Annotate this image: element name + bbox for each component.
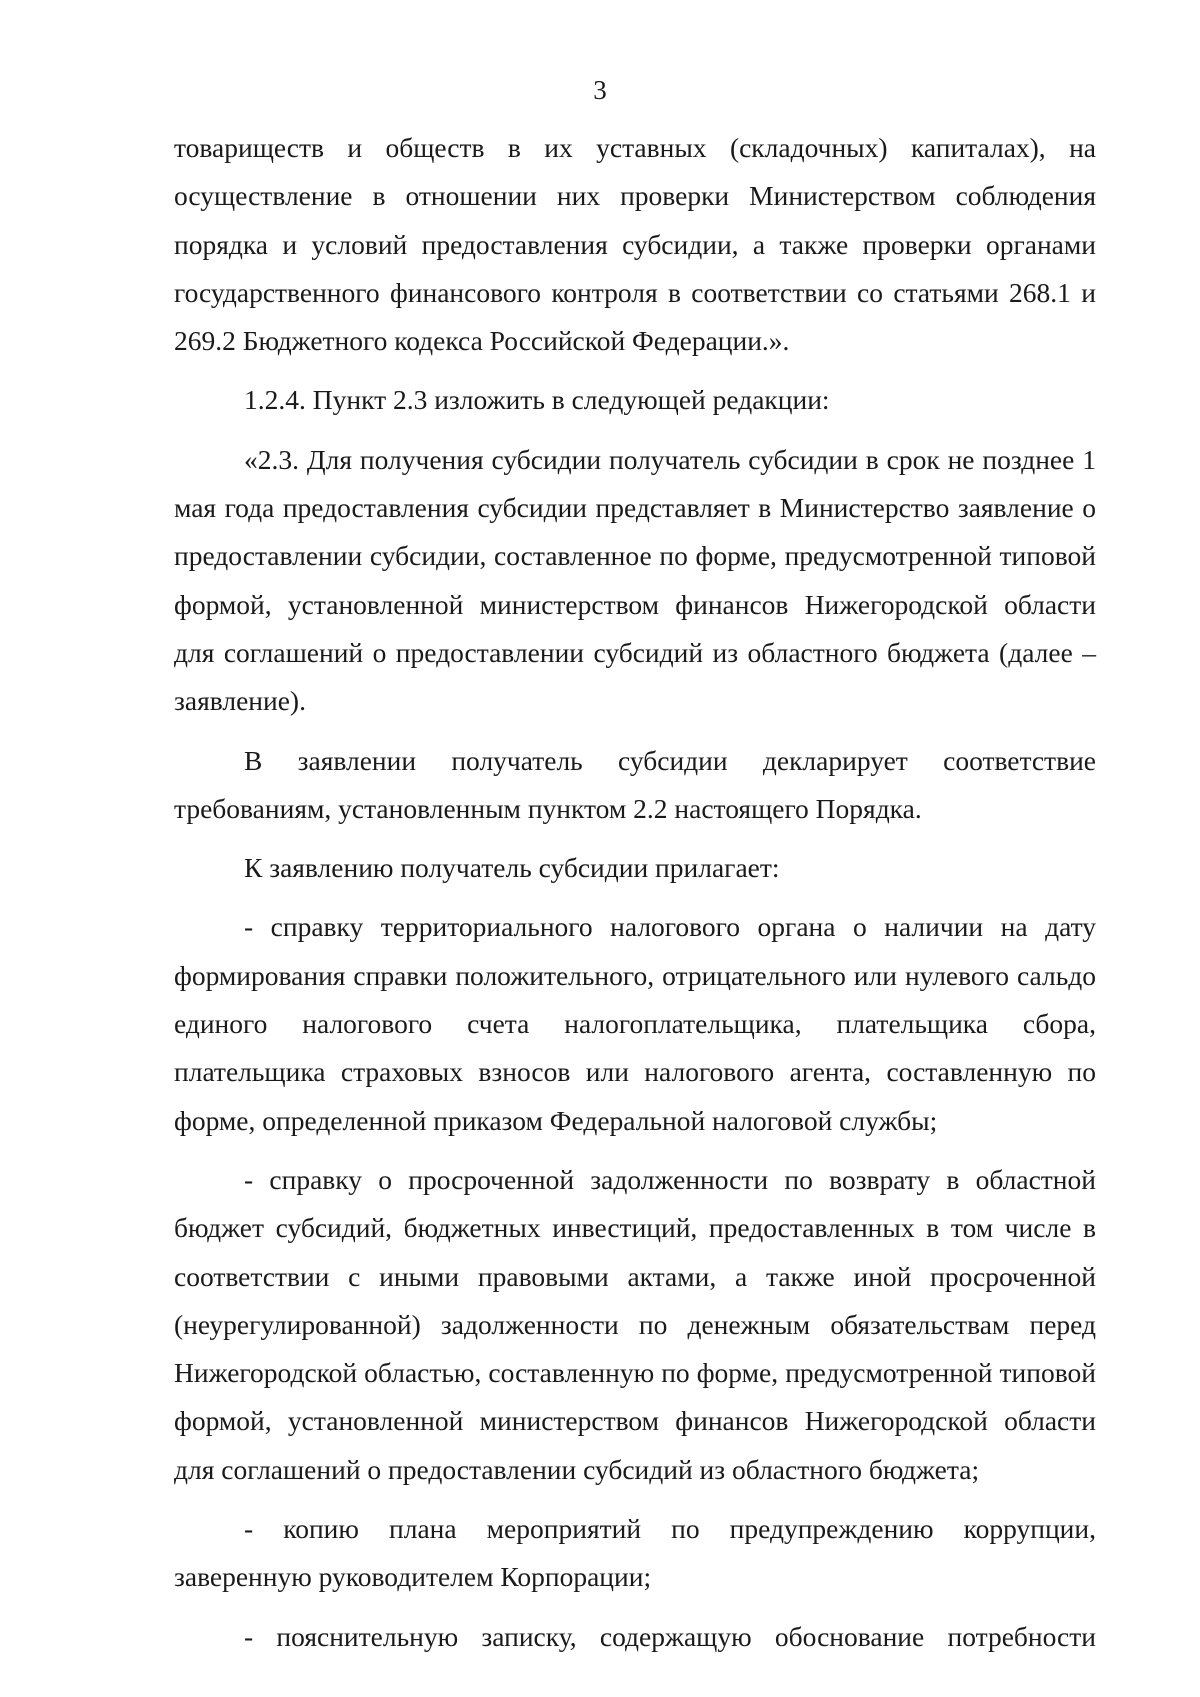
list-item-explanatory-note: - пояснительную записку, содержащую обоснование потребности xyxy=(244,1620,1096,1652)
paragraph-item-1-2-4: 1.2.4. Пункт 2.3 изложить в следующей редакции: xyxy=(244,384,830,416)
paragraph-continuation: товариществ и обществ в их уставных (складочных) капиталах), на осуществление в отношении них проверки Министерством соблюдения порядка и условий предоставления субсидии, а также проверки органами государственного финансового контроля в соответствии со статьями 268.1 и 269.2 Бюджетного кодекса Российской Федерации.». xyxy=(174,132,1096,357)
list-item-debt-certificate: - справку о просроченной задолженности по возврату в областной бюджет субсидий, бюджетных инвестиций, предоставленных в том числе в соответствии с иными правовыми актами, а также иной просроченной (неурегулированной) задолженности по денежным обязательствам перед Нижегородской областью, составленную по форме, предусмотренной типовой формой, установленной министерством финансов Нижегородской области для соглашений о предоставлении субсидий из областного бюджета; xyxy=(174,1163,1096,1485)
paragraph-clause-2-3: «2.3. Для получения субсидии получатель субсидии в срок не позднее 1 мая года предоставления субсидии представляет в Министерство заявление о предоставлении субсидии, составленное по форме, предусмотренной типовой формой, установленной министерством финансов Нижегородской области для соглашений о предоставлении субсидий из областного бюджета (далее – заявление). xyxy=(174,443,1096,717)
document-body xyxy=(174,124,1096,1661)
list-item-anticorruption-plan: - копию плана мероприятий по предупреждению коррупции, заверенную руководителем Корпорации; xyxy=(174,1513,1096,1593)
paragraph-attachments-intro: К заявлению получатель субсидии прилагает: xyxy=(244,852,780,884)
paragraph-declaration: В заявлении получатель субсидии декларирует соответствие требованиям, установленным пунктом 2.2 настоящего Порядка. xyxy=(174,744,1096,824)
page-number: 3 xyxy=(593,75,607,105)
list-item-tax-certificate: - справку территориального налогового органа о наличии на дату формирования справки положительного, отрицательного или нулевого сальдо единого налогового счета налогоплательщика, плательщика сбора, плательщика страховых взносов или налогового агента, составленную по форме, определенной приказом Федеральной налоговой службы; xyxy=(174,911,1096,1136)
